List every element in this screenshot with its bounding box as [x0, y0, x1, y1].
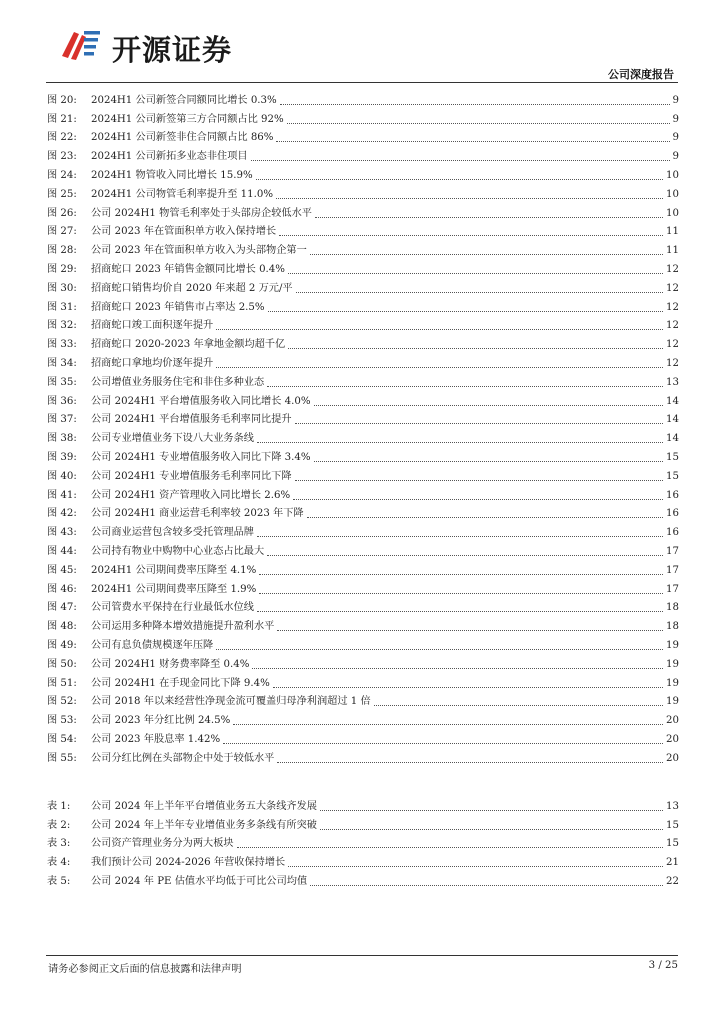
dot-leader: [251, 160, 670, 161]
entry-page-number: 16: [666, 489, 679, 501]
entry-page-number: 20: [666, 752, 679, 764]
entry-page-number: 12: [666, 282, 679, 294]
entry-title: 公司 2023 年在管面积单方收入为头部物企第一: [91, 245, 307, 257]
entry-page-number: 12: [666, 263, 679, 275]
entry-label: 图 30:: [47, 282, 77, 294]
entry-page-number: 11: [666, 226, 679, 238]
entry-title: 公司 2024H1 商业运营毛利率较 2023 年下降: [91, 508, 304, 520]
entry-title: 公司 2024H1 专业增值服务收入同比下降 3.4%: [91, 451, 311, 463]
figure-toc-entry[interactable]: [47, 221, 679, 240]
figure-toc-entry[interactable]: [47, 164, 679, 183]
entry-label: 图 54:: [47, 733, 77, 745]
entry-title: 2024H1 公司期间费率压降至 4.1%: [91, 564, 257, 576]
dot-leader: [259, 574, 663, 575]
entry-label: 图 38:: [47, 433, 77, 445]
entry-label: 图 32:: [47, 320, 77, 332]
entry-page-number: 17: [666, 583, 679, 595]
entry-page-number: 12: [666, 301, 679, 313]
entry-page-number: 12: [666, 320, 679, 332]
entry-page-number: 18: [666, 602, 679, 614]
dot-leader: [216, 367, 663, 368]
entry-label: 图 45:: [47, 564, 77, 576]
entry-label: 图 42:: [47, 508, 77, 520]
figure-toc-entry[interactable]: [47, 202, 679, 221]
figure-toc-entry[interactable]: [47, 559, 679, 578]
entry-label: 图 41:: [47, 489, 77, 501]
entry-page-number: 17: [666, 564, 679, 576]
entry-page-number: 9: [672, 132, 679, 144]
dot-leader: [307, 517, 663, 518]
entry-label: 图 40:: [47, 470, 77, 482]
entry-title: 公司 2024 年上半年平台增值业务五大条线齐发展: [91, 800, 317, 812]
entry-title: 公司 2024H1 物管毛利率处于头部房企较低水平: [91, 207, 312, 219]
entry-page-number: 11: [666, 245, 679, 257]
entry-label: 图 39:: [47, 451, 77, 463]
entry-page-number: 19: [666, 696, 679, 708]
figure-toc-entry[interactable]: [47, 258, 679, 277]
dot-leader: [233, 724, 663, 725]
entry-title: 招商蛇口 2023 年销售市占率达 2.5%: [91, 301, 265, 313]
entry-label: 图 44:: [47, 545, 77, 557]
header-divider: [46, 82, 678, 83]
dot-leader: [257, 442, 663, 443]
entry-page-number: 12: [666, 357, 679, 369]
figure-toc-entry[interactable]: [47, 503, 679, 522]
figure-toc-entry[interactable]: [47, 108, 679, 127]
entry-page-number: 14: [666, 433, 679, 445]
dot-leader: [295, 480, 663, 481]
dot-leader: [288, 273, 663, 274]
dot-leader: [287, 123, 670, 124]
entry-page-number: 21: [666, 857, 679, 869]
entry-label: 图 48:: [47, 621, 77, 633]
figure-toc-entry[interactable]: [47, 728, 679, 747]
dot-leader: [223, 743, 663, 744]
entry-title: 公司 2023 年股息率 1.42%: [91, 733, 221, 745]
entry-title: 招商蛇口销售均价自 2020 年来超 2 万元/平: [91, 282, 293, 294]
figure-toc-entry[interactable]: [47, 521, 679, 540]
figure-toc-entry[interactable]: [47, 145, 679, 164]
figure-toc-entry[interactable]: [47, 634, 679, 653]
figure-toc-entry[interactable]: [47, 127, 679, 146]
entry-title: 公司 2024H1 财务费率降至 0.4%: [91, 658, 250, 670]
dot-leader: [277, 630, 663, 631]
page-number: 3 / 25: [648, 960, 678, 971]
entry-page-number: 19: [666, 658, 679, 670]
dot-leader: [257, 611, 663, 612]
entry-title: 公司有息负债规模逐年压降: [91, 639, 214, 651]
figure-toc-entry[interactable]: [47, 465, 679, 484]
entry-title: 公司 2024H1 平台增值服务收入同比增长 4.0%: [91, 395, 311, 407]
entry-title: 2024H1 公司物管毛利率提升至 11.0%: [91, 188, 274, 200]
table-toc-entry[interactable]: [47, 851, 679, 870]
entry-label: 图 24:: [47, 169, 77, 181]
entry-title: 公司管费水平保持在行业最低水位线: [91, 602, 254, 614]
entry-title: 公司 2024H1 专业增值服务毛利率同比下降: [91, 470, 292, 482]
dot-leader: [296, 292, 663, 293]
entry-label: 图 53:: [47, 715, 77, 727]
report-type-label: 公司深度报告: [608, 68, 674, 81]
entry-page-number: 10: [666, 207, 679, 219]
figure-toc-entry[interactable]: [47, 597, 679, 616]
entry-label: 图 47:: [47, 602, 77, 614]
entry-label: 表 2:: [47, 819, 71, 831]
dot-leader: [314, 405, 664, 406]
entry-title: 2024H1 物管收入同比增长 15.9%: [91, 169, 253, 181]
dot-leader: [216, 649, 663, 650]
entry-label: 图 36:: [47, 395, 77, 407]
figure-toc-entry[interactable]: [47, 446, 679, 465]
entry-title: 公司 2024H1 平台增值服务毛利率同比提升: [91, 414, 292, 426]
entry-label: 图 43:: [47, 527, 77, 539]
table-toc-entry[interactable]: [47, 795, 679, 814]
entry-title: 2024H1 公司期间费率压降至 1.9%: [91, 583, 257, 595]
figure-toc-entry[interactable]: [47, 315, 679, 334]
entry-page-number: 14: [666, 414, 679, 426]
dot-leader: [374, 705, 663, 706]
entry-title: 公司 2024 年上半年专业增值业务多条线有所突破: [91, 819, 317, 831]
entry-label: 表 3:: [47, 838, 71, 850]
entry-label: 图 50:: [47, 658, 77, 670]
entry-page-number: 12: [666, 339, 679, 351]
entry-title: 公司 2018 年以来经营性净现金流可覆盖归母净利润超过 1 倍: [91, 696, 371, 708]
entry-title: 招商蛇口竣工面积逐年提升: [91, 320, 214, 332]
figure-toc-entry[interactable]: [47, 691, 679, 710]
dot-leader: [273, 687, 663, 688]
figure-toc-entry[interactable]: [47, 371, 679, 390]
dot-leader: [267, 555, 663, 556]
figure-toc-entry[interactable]: [47, 484, 679, 503]
entry-label: 图 46:: [47, 583, 77, 595]
entry-title: 公司持有物业中购物中心业态占比最大: [91, 545, 265, 557]
figure-toc-entry[interactable]: [47, 653, 679, 672]
entry-page-number: 15: [666, 819, 679, 831]
entry-title: 公司资产管理业务分为两大板块: [91, 838, 234, 850]
entry-label: 图 22:: [47, 132, 77, 144]
table-toc-entry[interactable]: [47, 814, 679, 833]
entry-title: 招商蛇口 2020-2023 年拿地金额均超千亿: [91, 339, 286, 351]
dot-leader: [252, 668, 663, 669]
entry-label: 表 4:: [47, 857, 71, 869]
entry-label: 图 27:: [47, 226, 77, 238]
entry-page-number: 15: [666, 838, 679, 850]
entry-label: 图 52:: [47, 696, 77, 708]
entry-page-number: 9: [672, 113, 679, 125]
figure-toc-entry[interactable]: [47, 672, 679, 691]
entry-title: 公司专业增值业务下设八大业务条线: [91, 433, 254, 445]
brand-name: 开源证券: [112, 33, 233, 67]
dot-leader: [320, 810, 663, 811]
entry-label: 图 23:: [47, 151, 77, 163]
entry-title: 公司 2023 年在管面积单方收入保持增长: [91, 226, 277, 238]
entry-page-number: 13: [666, 800, 679, 812]
dot-leader: [315, 217, 663, 218]
entry-page-number: 20: [666, 733, 679, 745]
dot-leader: [293, 499, 663, 500]
figure-toc-entry[interactable]: [47, 709, 679, 728]
dot-leader: [276, 198, 663, 199]
entry-page-number: 19: [666, 639, 679, 651]
footer-divider: [46, 955, 678, 956]
entry-label: 图 29:: [47, 263, 77, 275]
dot-leader: [288, 866, 663, 867]
kysec-logo-icon: [60, 26, 104, 62]
entry-title: 公司 2023 年分红比例 24.5%: [91, 715, 231, 727]
entry-page-number: 16: [666, 508, 679, 520]
entry-page-number: 16: [666, 527, 679, 539]
entry-title: 公司运用多种降本增效措施提升盈利水平: [91, 621, 275, 633]
entry-label: 图 28:: [47, 245, 77, 257]
entry-title: 公司分红比例在头部物企中处于较低水平: [91, 752, 275, 764]
entry-label: 图 25:: [47, 188, 77, 200]
figure-toc-entry[interactable]: [47, 390, 679, 409]
entry-page-number: 18: [666, 621, 679, 633]
figure-toc-entry[interactable]: [47, 277, 679, 296]
entry-title: 公司 2024 年 PE 估值水平均低于可比公司均值: [91, 875, 308, 887]
dot-leader: [277, 762, 663, 763]
entry-page-number: 13: [666, 376, 679, 388]
figure-toc-entry[interactable]: [47, 747, 679, 766]
figure-toc-entry[interactable]: [47, 427, 679, 446]
dot-leader: [276, 141, 669, 142]
figure-list: [47, 89, 679, 766]
entry-title: 公司 2024H1 资产管理收入同比增长 2.6%: [91, 489, 291, 501]
figure-toc-entry[interactable]: [47, 540, 679, 559]
entry-label: 图 55:: [47, 752, 77, 764]
entry-page-number: 14: [666, 395, 679, 407]
figure-toc-entry[interactable]: [47, 352, 679, 371]
figure-toc-entry[interactable]: [47, 239, 679, 258]
dot-leader: [288, 348, 663, 349]
entry-title: 公司商业运营包含较多受托管理品牌: [91, 527, 254, 539]
dot-leader: [267, 386, 663, 387]
figure-toc-entry[interactable]: [47, 183, 679, 202]
entry-label: 图 37:: [47, 414, 77, 426]
entry-page-number: 9: [672, 94, 679, 106]
dot-leader: [279, 235, 663, 236]
entry-page-number: 9: [672, 151, 679, 163]
entry-title: 招商蛇口 2023 年销售金额同比增长 0.4%: [91, 263, 285, 275]
entry-page-number: 15: [666, 470, 679, 482]
entry-label: 图 49:: [47, 639, 77, 651]
figure-toc-entry[interactable]: [47, 333, 679, 352]
figure-toc-entry[interactable]: [47, 578, 679, 597]
entry-label: 图 35:: [47, 376, 77, 388]
entry-label: 图 51:: [47, 677, 77, 689]
entry-title: 招商蛇口拿地均价逐年提升: [91, 357, 214, 369]
entry-title: 2024H1 公司新签非住合同额占比 86%: [91, 132, 274, 144]
entry-page-number: 10: [666, 188, 679, 200]
entry-title: 2024H1 公司新签合同额同比增长 0.3%: [91, 94, 277, 106]
table-toc-entry[interactable]: [47, 833, 679, 852]
entry-page-number: 19: [666, 677, 679, 689]
dot-leader: [314, 461, 664, 462]
table-list: [47, 795, 679, 889]
dot-leader: [216, 329, 663, 330]
entry-title: 公司增值业务服务住宅和非住多种业态: [91, 376, 265, 388]
figure-toc-entry[interactable]: [47, 409, 679, 428]
entry-label: 图 26:: [47, 207, 77, 219]
entry-label: 表 5:: [47, 875, 71, 887]
table-toc-entry[interactable]: [47, 870, 679, 889]
dot-leader: [320, 829, 663, 830]
entry-page-number: 22: [666, 875, 679, 887]
entry-label: 图 20:: [47, 94, 77, 106]
dot-leader: [256, 179, 663, 180]
dot-leader: [310, 254, 663, 255]
entry-title: 2024H1 公司新拓多业态非住项目: [91, 151, 248, 163]
footer-disclaimer: 请务必参阅正文后面的信息披露和法律声明: [48, 964, 242, 975]
entry-label: 图 21:: [47, 113, 77, 125]
figure-toc-entry[interactable]: [47, 89, 679, 108]
entry-page-number: 15: [666, 451, 679, 463]
dot-leader: [268, 311, 663, 312]
entry-title: 2024H1 公司新签第三方合同额占比 92%: [91, 113, 284, 125]
entry-page-number: 10: [666, 169, 679, 181]
dot-leader: [295, 423, 663, 424]
dot-leader: [310, 885, 663, 886]
entry-page-number: 20: [666, 715, 679, 727]
figure-toc-entry[interactable]: [47, 615, 679, 634]
dot-leader: [237, 847, 663, 848]
entry-page-number: 17: [666, 545, 679, 557]
dot-leader: [259, 593, 663, 594]
entry-label: 图 33:: [47, 339, 77, 351]
entry-label: 图 34:: [47, 357, 77, 369]
entry-title: 我们预计公司 2024-2026 年营收保持增长: [91, 857, 286, 869]
entry-label: 表 1:: [47, 800, 71, 812]
dot-leader: [257, 536, 663, 537]
dot-leader: [280, 104, 670, 105]
entry-title: 公司 2024H1 在手现金同比下降 9.4%: [91, 677, 270, 689]
entry-label: 图 31:: [47, 301, 77, 313]
figure-toc-entry[interactable]: [47, 296, 679, 315]
